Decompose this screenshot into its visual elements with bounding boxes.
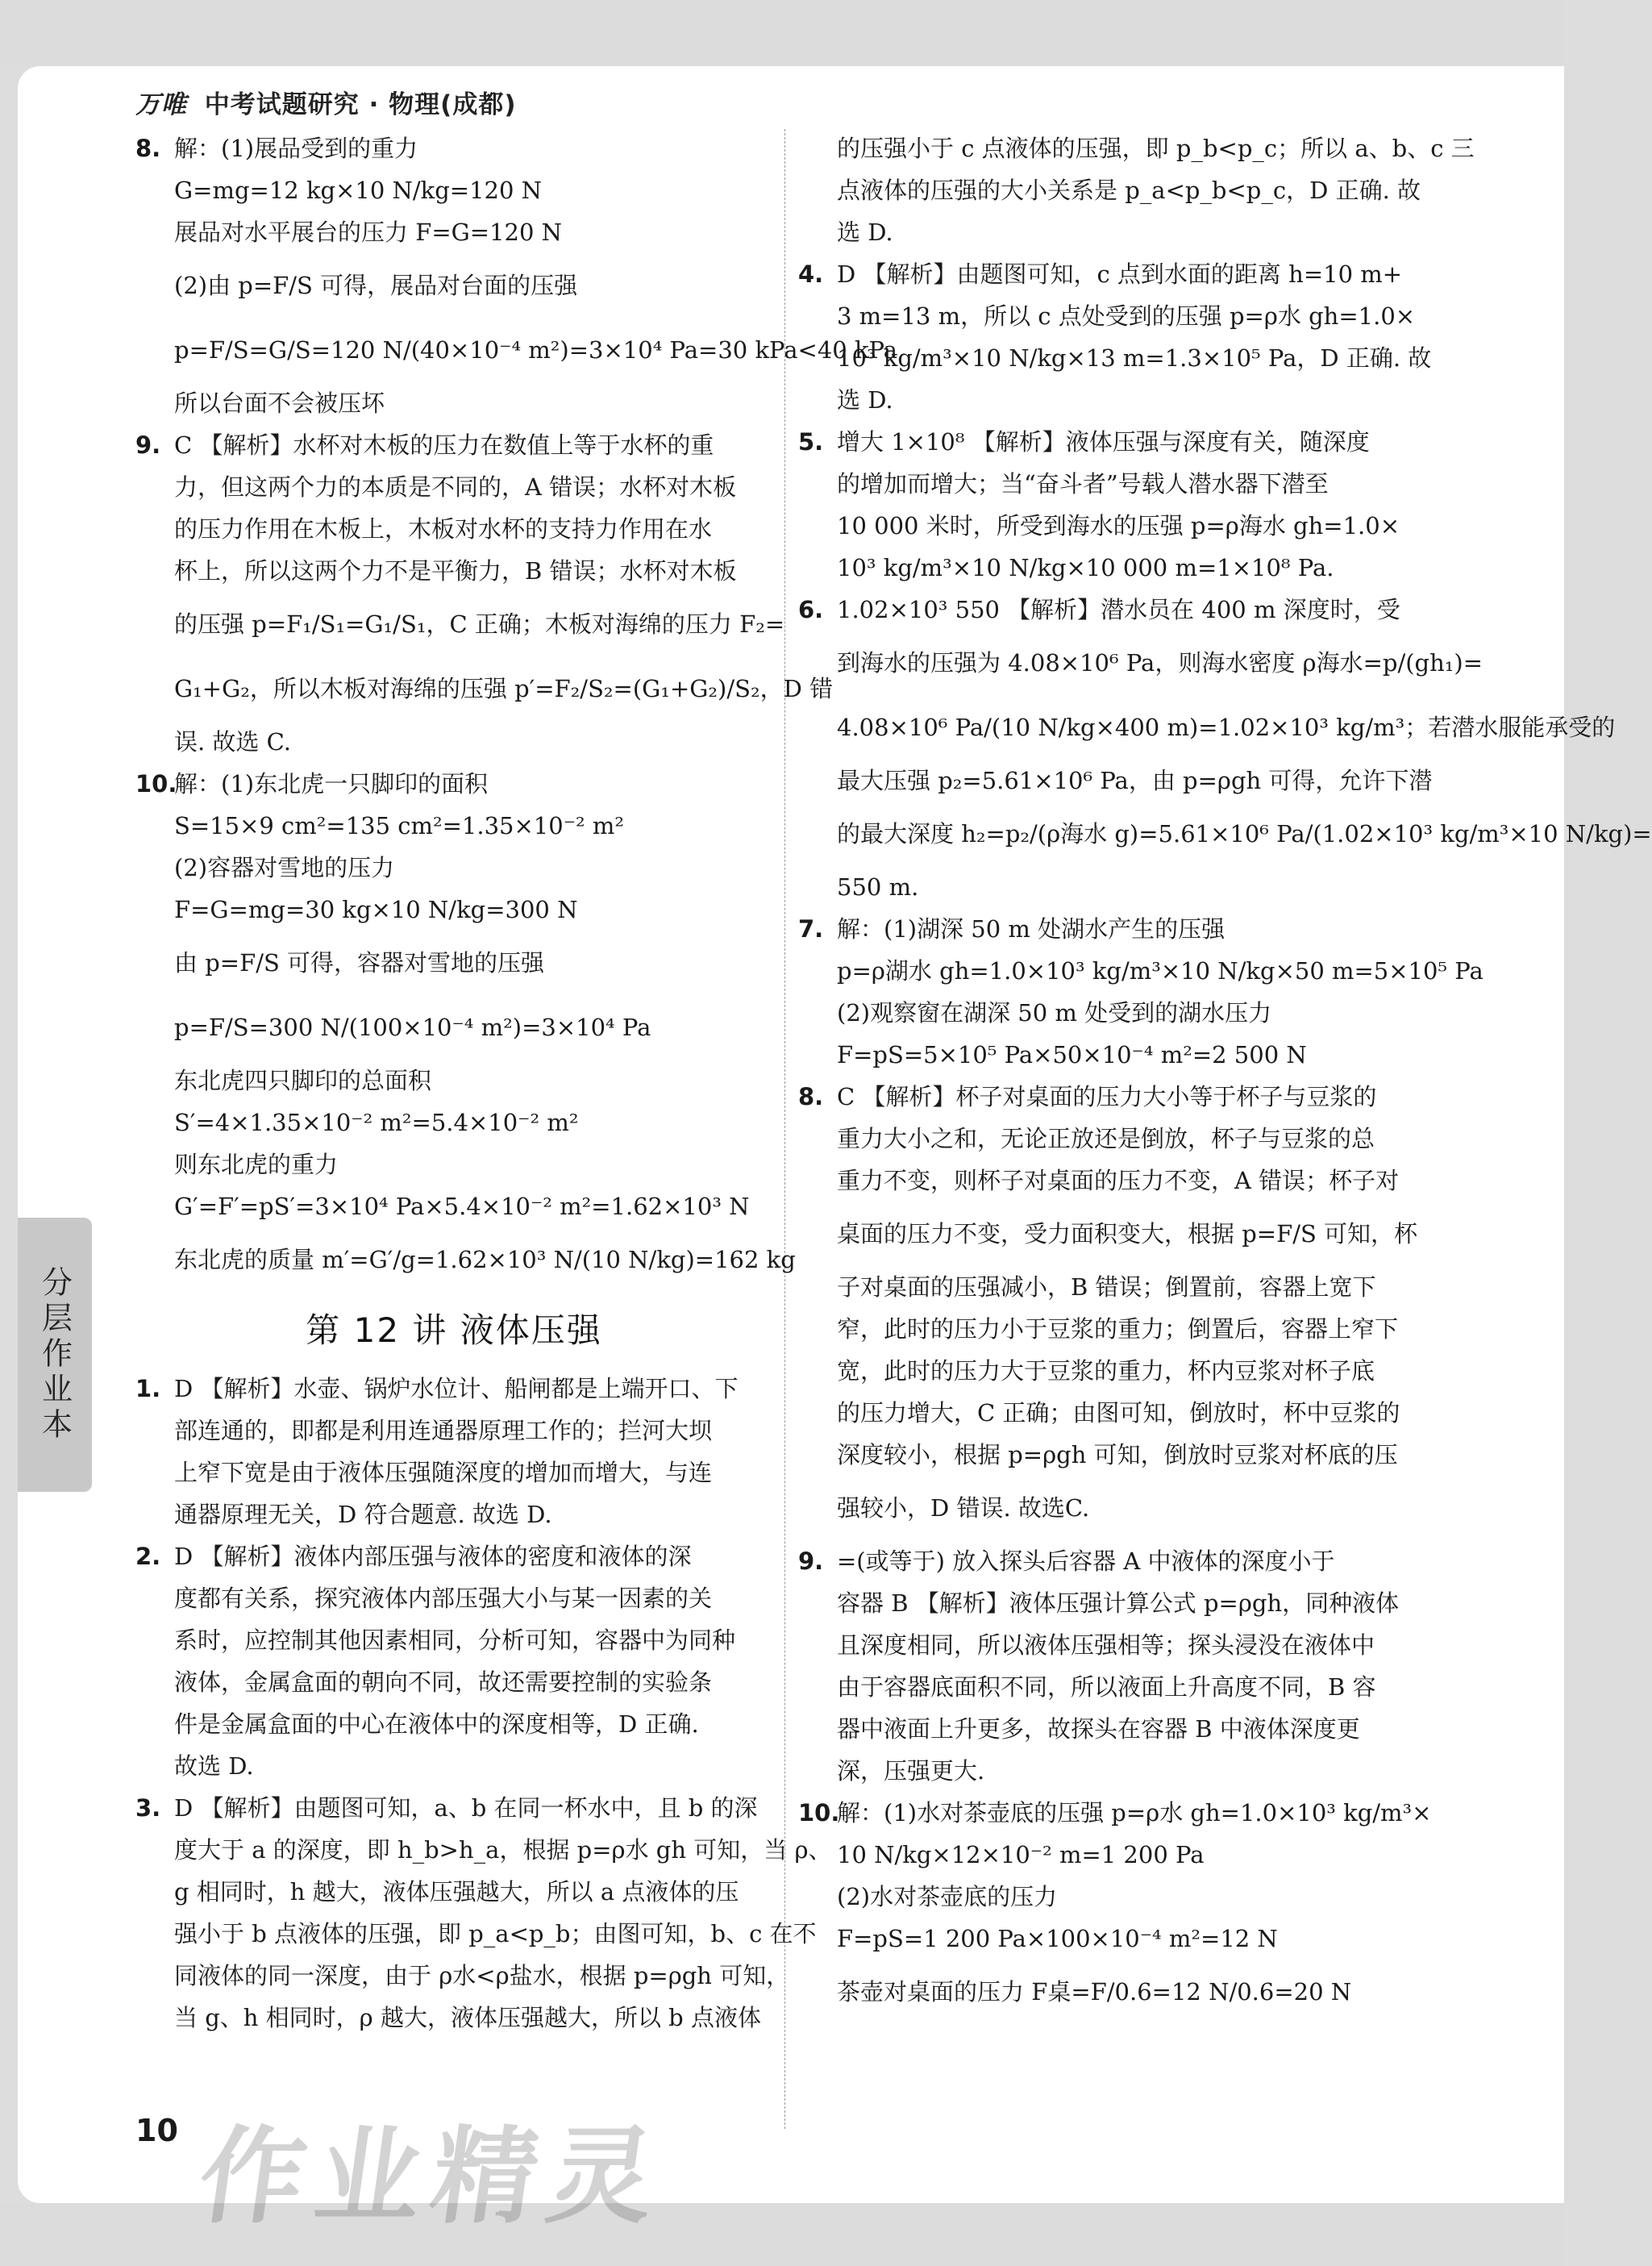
answer-text: 解：(1)水对茶壶底的压强 p=ρ水 gh=1.0×10³ kg/m³× (837, 1799, 1432, 1827)
answer-text: 由 p=F/S 可得，容器对雪地的压强 (174, 949, 545, 977)
answer-line (798, 992, 1435, 1034)
answer-line (798, 589, 1435, 631)
answer-text: 10³ kg/m³×10 N/kg×10 000 m=1×10⁸ Pa. (837, 554, 1334, 581)
answer-line (135, 1661, 772, 1703)
answer-text: 的增加而增大；当“奋斗者”号载人潜水器下潜至 (837, 470, 1329, 498)
answer-text: 则东北虎的重力 (174, 1151, 339, 1178)
answer-line (798, 1392, 1435, 1434)
answer-text: 器中液面上升更多，故探头在容器 B 中液体深度更 (837, 1715, 1360, 1743)
answer-text: 容器 B 【解析】液体压强计算公式 p=ρgh，同种液体 (837, 1589, 1400, 1617)
answer-text: 子对桌面的压强减小，B 错误；倒置前，容器上宽下 (837, 1273, 1376, 1301)
answer-text: 窄，此时的压力小于豆浆的重力；倒置后，容器上窄下 (837, 1315, 1399, 1343)
section-title: 第 12 讲 液体压强 (306, 1310, 602, 1350)
answer-line (135, 1787, 772, 1829)
answer-text: 到海水的压强为 4.08×10⁶ Pa，则海水密度 ρ海水=p/(gh₁)= (837, 649, 1483, 677)
answer-line (135, 1745, 772, 1787)
answer-text: p=F/S=300 N/(100×10⁻⁴ m²)=3×10⁴ Pa (174, 1014, 651, 1041)
answer-line (135, 424, 772, 466)
answer-line (135, 1102, 772, 1143)
answer-text: 系时，应控制其他因素相同，分析可知，容器中为同种 (174, 1627, 736, 1654)
answer-line (798, 1266, 1435, 1308)
answer-line (135, 1185, 772, 1227)
answer-line (798, 169, 1435, 211)
answer-line (798, 1434, 1435, 1476)
answer-text: 选 D. (837, 219, 893, 246)
answer-text: (2)由 p=F/S 可得，展品对台面的压强 (174, 272, 578, 299)
answer-text: C 【解析】水杯对木板的压力在数值上等于水杯的重 (174, 431, 714, 459)
answer-line (798, 1160, 1435, 1202)
answer-line (135, 1060, 772, 1102)
answer-text: F=G=mg=30 kg×10 N/kg=300 N (174, 896, 578, 923)
answer-line (798, 337, 1435, 379)
question-number: 4. (798, 260, 824, 288)
answer-text: 10³ kg/m³×10 N/kg×13 m=1.3×10⁵ Pa，D 正确. 故 (837, 344, 1432, 372)
answer-text: 增大 1×10⁸ 【解析】液体压强与深度有关，随深度 (837, 428, 1370, 456)
answer-line (798, 211, 1435, 253)
answer-line (798, 695, 1616, 760)
top-margin (0, 0, 1564, 66)
answer-line (135, 889, 772, 931)
answer-line (798, 1076, 1435, 1118)
answer-text: 度都有关系，探究液体内部压强大小与某一因素的关 (174, 1585, 713, 1612)
answer-text: F=pS=5×10⁵ Pa×50×10⁻⁴ m²=2 500 N (837, 1041, 1307, 1068)
answer-line (135, 508, 772, 550)
watermark: 作业精灵 (191, 2115, 674, 2238)
answer-line (135, 847, 772, 889)
answer-line (135, 1913, 817, 1955)
question-number: 10. (135, 770, 177, 798)
answer-text: 强小于 b 点液体的压强，即 p_a<p_b；由图可知，b、c 在不 (174, 1920, 817, 1947)
answer-text: =(或等于) 放入探头后容器 A 中液体的深度小于 (837, 1547, 1335, 1575)
answer-line (135, 1410, 772, 1452)
header-title: 中考试题研究 · 物理(成都) (204, 90, 517, 119)
answer-line (135, 1535, 772, 1577)
answer-text: 误. 故选 C. (174, 728, 292, 756)
answer-line (798, 1118, 1435, 1160)
answer-text: 的压力作用在木板上，木板对水杯的支持力作用在水 (174, 515, 713, 543)
answer-line (798, 1476, 1435, 1540)
answer-text: 度大于 a 的深度，即 h_b>h_a，根据 p=ρ水 gh 可知，当 ρ、 (174, 1836, 832, 1864)
answer-text: 最大压强 p₂=5.61×10⁶ Pa，由 p=ρgh 可得，允许下潜 (837, 767, 1433, 794)
answer-line (135, 995, 772, 1060)
answer-text: C 【解析】杯子对桌面的压力大小等于杯子与豆浆的 (837, 1083, 1377, 1110)
answer-text: 且深度相同，所以液体压强相等；探头浸没在液体中 (837, 1631, 1375, 1659)
page-header (135, 84, 517, 120)
answer-line (798, 421, 1435, 463)
answer-line (798, 1834, 1435, 1876)
answer-text: 解：(1)展品受到的重力 (174, 135, 418, 162)
answer-line (798, 1960, 1435, 2024)
answer-line (135, 1368, 772, 1410)
answer-line (135, 805, 772, 847)
answer-line (135, 1452, 772, 1493)
answer-text: D 【解析】由题图可知，c 点到水面的距离 h=10 m+ (837, 260, 1403, 288)
answer-line (135, 1143, 772, 1185)
answer-line (135, 931, 772, 995)
answer-text: 东北虎的质量 m′=G′/g=1.62×10³ N/(10 N/kg)=162 kg (174, 1246, 796, 1273)
answer-text: (2)水对茶壶底的压力 (837, 1883, 1058, 1910)
answer-text: 3 m=13 m，所以 c 点处受到的压强 p=ρ水 gh=1.0× (837, 302, 1416, 330)
answer-line (798, 1202, 1435, 1266)
question-number: 6. (798, 596, 824, 623)
answer-text: 重力不变，则杯子对桌面的压力不变，A 错误；杯子对 (837, 1167, 1400, 1194)
answer-text: 点液体的压强的大小关系是 p_a<p_b<p_c，D 正确. 故 (837, 177, 1421, 204)
answer-text: (2)观察窗在湖深 50 m 处受到的湖水压力 (837, 999, 1272, 1027)
question-number: 8. (135, 135, 161, 162)
answer-line (135, 1619, 772, 1661)
answer-line (135, 1227, 796, 1292)
answer-text: 选 D. (837, 386, 893, 414)
answer-text: 解：(1)湖深 50 m 处湖水产生的压强 (837, 915, 1225, 943)
answer-text: p=ρ湖水 gh=1.0×10³ kg/m³×10 N/kg×50 m=5×10⁵ Pa (837, 957, 1483, 985)
answer-line (798, 1540, 1435, 1582)
answer-text: 茶壶对桌面的压力 F桌=F/0.6=12 N/0.6=20 N (837, 1978, 1352, 2006)
answer-line (798, 505, 1435, 547)
answer-text: 展品对水平展台的压力 F=G=120 N (174, 219, 563, 246)
answer-line (135, 169, 772, 211)
answer-text: 故选 D. (174, 1752, 254, 1780)
answer-text: D 【解析】液体内部压强与液体的密度和液体的深 (174, 1543, 692, 1570)
answer-text: 550 m. (837, 873, 919, 901)
answer-line (798, 1792, 1435, 1834)
answer-line (135, 466, 772, 508)
answer-text: 的最大深度 h₂=p₂/(ρ海水 g)=5.61×10⁶ Pa/(1.02×10³ kg/m³×10 N/kg)= (837, 820, 1652, 848)
answer-line (798, 1308, 1435, 1350)
answer-text: 件是金属盒面的中心在液体中的深度相等，D 正确. (174, 1710, 699, 1738)
page-number: 10 (135, 2113, 178, 2148)
brand-logo: 万唯 (135, 90, 187, 119)
answer-text: 通器原理无关，D 符合题意. 故选 D. (174, 1501, 552, 1528)
question-number: 2. (135, 1543, 161, 1570)
answer-line (135, 1577, 772, 1619)
answer-text: 宽，此时的压力大于豆浆的重力，杯内豆浆对杯子底 (837, 1357, 1375, 1385)
question-number: 3. (135, 1794, 161, 1822)
answer-line (798, 802, 1652, 866)
answer-text: 的压强 p=F₁/S₁=G₁/S₁，C 正确；木板对海绵的压力 F₂= (174, 610, 785, 638)
answer-line (798, 295, 1435, 337)
answer-line (135, 721, 772, 763)
answer-line (135, 592, 785, 656)
answer-line (798, 631, 1483, 695)
right-answers (798, 127, 1652, 2024)
answer-text: g 相同时，h 越大，液体压强越大，所以 a 点液体的压 (174, 1878, 739, 1906)
answer-text: S′=4×1.35×10⁻² m²=5.4×10⁻² m² (174, 1109, 579, 1136)
answer-line (798, 908, 1435, 950)
answer-text: 的压力增大，C 正确；由图可知，倒放时，杯中豆浆的 (837, 1399, 1400, 1427)
answer-text: (2)容器对雪地的压力 (174, 854, 395, 881)
answer-line (798, 253, 1435, 295)
answer-text: 由于容器底面积不同，所以液面上升高度不同，B 容 (837, 1673, 1376, 1701)
answer-line (135, 763, 772, 805)
answer-text: p=F/S=G/S=120 N/(40×10⁻⁴ m²)=3×10⁴ Pa=30 kPa<40 kPa (174, 336, 898, 364)
answer-text: 强较小，D 错误. 故选C. (837, 1494, 1090, 1522)
answer-text: S=15×9 cm²=135 cm²=1.35×10⁻² m² (174, 812, 624, 839)
question-number: 5. (798, 428, 824, 456)
question-number: 7. (798, 915, 824, 943)
answer-text: 东北虎四只脚印的总面积 (174, 1067, 432, 1094)
answer-line (135, 1829, 832, 1871)
answer-text: 4.08×10⁶ Pa/(10 N/kg×400 m)=1.02×10³ kg/m³；若潜水服能承受的 (837, 714, 1616, 741)
answer-text: 桌面的压力不变，受力面积变大，根据 p=F/S 可知，杯 (837, 1220, 1418, 1248)
answer-text: D 【解析】由题图可知，a、b 在同一杯水中，且 b 的深 (174, 1794, 758, 1822)
answer-text: 重力大小之和，无论正放还是倒放，杯子与豆浆的总 (837, 1125, 1375, 1152)
answer-line (798, 127, 1475, 169)
answer-line (798, 1034, 1435, 1076)
answer-line (798, 866, 1435, 908)
answer-text: 当 g、h 相同时，ρ 越大，液体压强越大，所以 b 点液体 (174, 2004, 761, 2031)
side-tab (18, 1218, 92, 1492)
answer-line (798, 1350, 1435, 1392)
answer-line (135, 253, 772, 318)
answer-text: 1.02×10³ 550 【解析】潜水员在 400 m 深度时，受 (837, 596, 1400, 623)
answer-text: 10 000 米时，所受到海水的压强 p=ρ海水 gh=1.0× (837, 512, 1400, 539)
answer-text: 同液体的同一深度，由于 ρ水<ρ盐水，根据 p=ρgh 可知， (174, 1962, 790, 1989)
answer-text: 解：(1)东北虎一只脚印的面积 (174, 770, 489, 798)
right-column (798, 127, 1652, 2024)
answer-line (135, 127, 772, 169)
answer-line (798, 1666, 1435, 1708)
answer-line (798, 1750, 1435, 1792)
answer-text: F=pS=1 200 Pa×100×10⁻⁴ m²=12 N (837, 1925, 1278, 1952)
answer-text: 的压强小于 c 点液体的压强，即 p_b<p_c；所以 a、b、c 三 (837, 135, 1475, 162)
answer-line (135, 656, 834, 721)
answer-line (798, 1582, 1435, 1624)
answer-line (798, 463, 1435, 505)
answer-line (135, 318, 898, 382)
column-divider (784, 129, 785, 2129)
question-number: 9. (135, 431, 161, 459)
answer-text: G=mg=12 kg×10 N/kg=120 N (174, 177, 543, 204)
answer-line (135, 550, 772, 592)
question-number: 1. (135, 1375, 161, 1402)
answer-line (798, 1876, 1435, 1918)
answer-line (798, 1918, 1435, 1960)
answer-line (798, 760, 1435, 802)
answer-line (798, 950, 1483, 992)
answer-line (135, 1871, 772, 1913)
question-number: 9. (798, 1547, 824, 1575)
answer-text: 力，但这两个力的本质是不同的，A 错误；水杯对木板 (174, 473, 737, 501)
question-number: 8. (798, 1083, 824, 1110)
answer-text: 10 N/kg×12×10⁻² m=1 200 Pa (837, 1841, 1205, 1868)
answer-text: D 【解析】水壶、锅炉水位计、船闸都是上端开口、下 (174, 1375, 739, 1402)
answer-text: 上窄下宽是由于液体压强随深度的增加而增大，与连 (174, 1459, 713, 1486)
answer-text: 部连通的，即都是利用连通器原理工作的；拦河大坝 (174, 1417, 713, 1444)
answer-line (135, 1955, 790, 1997)
answer-text: G₁+G₂，所以木板对海绵的压强 p′=F₂/S₂=(G₁+G₂)/S₂，D 错 (174, 675, 834, 702)
answer-line (135, 1997, 772, 2039)
answer-text: G′=F′=pS′=3×10⁴ Pa×5.4×10⁻² m²=1.62×10³ N (174, 1193, 750, 1220)
answer-text: 深，压强更大. (837, 1757, 985, 1785)
answer-line (135, 382, 772, 424)
answer-line (798, 1624, 1435, 1666)
side-tab-label: 分层作业本 (36, 1266, 73, 1443)
question-number: 10. (798, 1799, 840, 1827)
answer-text: 杯上，所以这两个力不是平衡力，B 错误；水杯对木板 (174, 557, 737, 585)
answer-line (798, 1708, 1435, 1750)
answer-text: 深度较小，根据 p=ρgh 可知，倒放时豆浆对杯底的压 (837, 1441, 1398, 1468)
answer-line (798, 547, 1435, 589)
answer-line (135, 1703, 772, 1745)
answer-line (798, 379, 1435, 421)
answer-text: 所以台面不会被压坏 (174, 389, 385, 417)
answer-text: 液体，金属盒面的朝向不同，故还需要控制的实验条 (174, 1668, 713, 1696)
answer-line (135, 211, 772, 253)
answer-line (135, 1493, 772, 1535)
